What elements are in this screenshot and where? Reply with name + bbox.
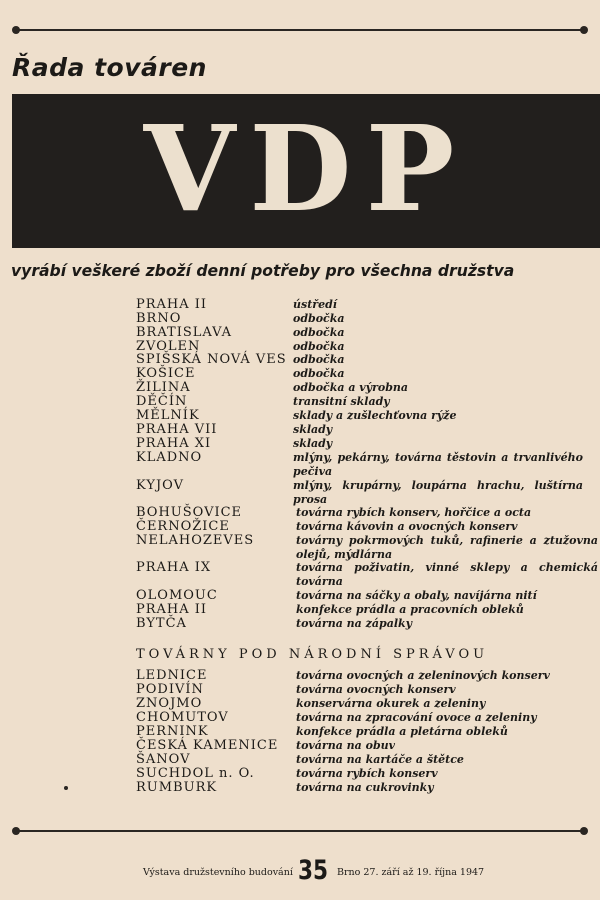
city-name: LEDNICE [136, 668, 208, 683]
exhibition-dates: Brno 27. září až 19. října 1947 [337, 867, 485, 878]
city-name: MĚLNÍK [136, 408, 200, 423]
city-description: továrna ovocných a zeleninových konserv [296, 669, 550, 682]
exhibition-title: Výstava družstevního budování [143, 867, 293, 878]
top-rule [16, 29, 584, 31]
city-description: konfekce prádla a pracovních obleků [296, 603, 524, 616]
city-description: ústředí [293, 298, 337, 311]
city-name: CHOMUTOV [136, 710, 229, 725]
city-name: ČESKÁ KAMENICE [136, 738, 279, 753]
city-name: PRAHA VII [136, 422, 218, 437]
series-title: Řada továren [12, 53, 207, 82]
city-description: konservárna okurek a zeleniny [296, 697, 486, 710]
rule-end-dot [12, 827, 20, 835]
city-description: továrna na zpracování ovoce a zeleniny [296, 711, 537, 724]
city-description: továrna na obuv [296, 739, 396, 752]
city-name: BOHUŠOVICE [136, 505, 243, 520]
city-name: KLADNO [136, 450, 203, 465]
city-name: ZVOLEN [136, 339, 201, 354]
city-name: BRNO [136, 311, 182, 326]
city-description: sklady [293, 437, 333, 450]
city-description: odbočka [293, 326, 345, 339]
city-description: sklady [293, 423, 333, 436]
city-name: PRAHA II [136, 602, 208, 617]
city-name: PRAHA IX [136, 560, 212, 575]
city-name: ŽILINA [136, 380, 191, 395]
city-name: OLOMOUC [136, 588, 218, 603]
slogan: vyrábí veškeré zboží denní potřeby pro všechna družstva [11, 262, 515, 280]
rule-end-dot [580, 26, 588, 34]
city-description: továrna na zápalky [296, 617, 413, 630]
city-description: mlýny, krupárny, loupárna hrachu, luštírna prosa [293, 479, 583, 506]
city-name: PRAHA II [136, 297, 208, 312]
city-description: transitní sklady [293, 395, 390, 408]
city-name: ZNOJMO [136, 696, 203, 711]
page-number: 35 [298, 855, 329, 886]
city-name: KOŠICE [136, 366, 196, 381]
city-name: SPIŠSKÁ NOVÁ VES [136, 352, 287, 367]
city-description: odbočka a výrobna [293, 381, 409, 394]
city-description: továrna rybích konserv, hořčice a octa [296, 506, 532, 519]
city-name: NELAHOZEVES [136, 533, 255, 548]
rule-end-dot [580, 827, 588, 835]
city-description: továrna na cukrovinky [296, 781, 434, 794]
city-description: továrna kávovin a ovocných konserv [296, 520, 518, 533]
city-description: odbočka [293, 312, 345, 325]
city-description: továrna na kartáče a štětce [296, 753, 464, 766]
city-name: BRATISLAVA [136, 325, 232, 340]
city-name: DĚČÍN [136, 394, 188, 409]
rule-end-dot [12, 26, 20, 34]
vdp-logo: VDP [143, 99, 469, 238]
city-description: továrna rybích konserv [296, 767, 438, 780]
city-name: PODIVÍN [136, 682, 204, 697]
bullet-marker [64, 786, 68, 790]
city-description: mlýny, pekárny, továrna těstovin a trvanlivého pečiva [293, 451, 583, 478]
bottom-rule [16, 830, 584, 832]
city-description: odbočka [293, 353, 345, 366]
city-name: PRAHA XI [136, 436, 212, 451]
city-description: odbočka [293, 340, 345, 353]
city-description: odbočka [293, 367, 345, 380]
city-description: továrna ovocných konserv [296, 683, 456, 696]
city-name: SUCHDOL n. O. [136, 766, 255, 781]
city-description: konfekce prádla a pletárna obleků [296, 725, 508, 738]
city-description: továrna poživatin, vinné sklepy a chemická továrna [296, 561, 598, 588]
city-description: sklady a zušlechťovna rýže [293, 409, 457, 422]
city-description: továrna na sáčky a obaly, navíjárna nití [296, 589, 537, 602]
section-heading: TOVÁRNY POD NÁRODNÍ SPRÁVOU [136, 647, 489, 662]
city-name: RUMBURK [136, 780, 218, 795]
city-name: PERNINK [136, 724, 209, 739]
city-name: BYTČA [136, 616, 187, 631]
city-name: KYJOV [136, 478, 184, 493]
logo-banner [12, 94, 600, 248]
city-description: továrny pokrmových tuků, rafinerie a ztužovna olejů, mýdlárna [296, 534, 598, 561]
city-name: ČERNOŽICE [136, 519, 230, 534]
city-name: ŠANOV [136, 752, 191, 767]
